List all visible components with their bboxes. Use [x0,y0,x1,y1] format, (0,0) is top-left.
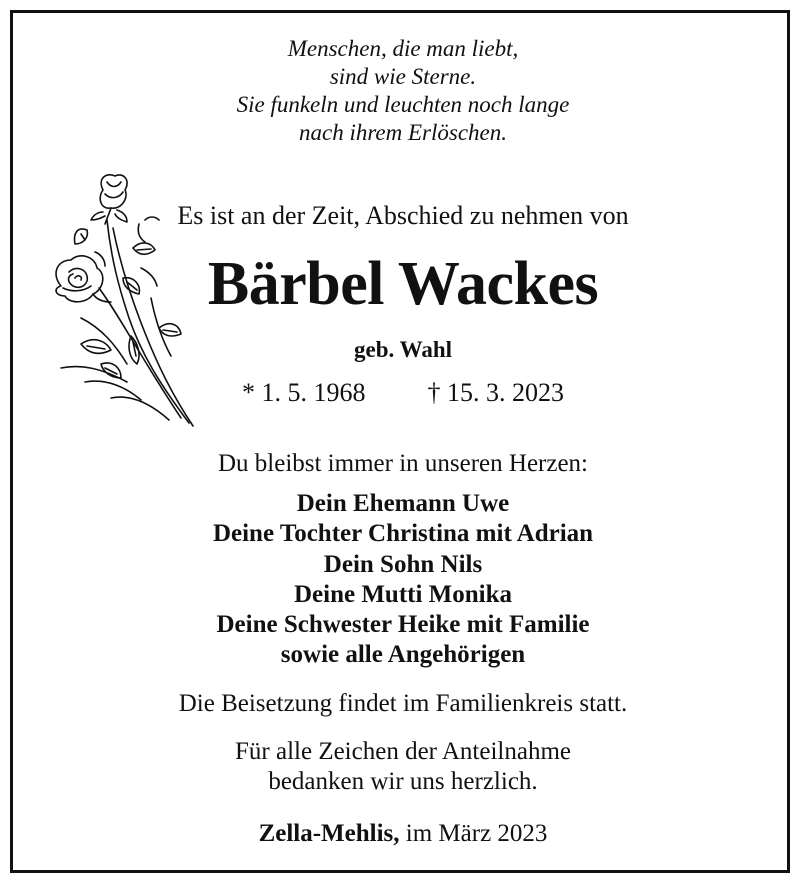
funeral-note: Die Beisetzung findet im Familienkreis statt. [178,690,628,717]
mourner-line: sowie alle Angehörigen [280,641,526,669]
mourners-list [13,489,793,671]
thanks-text [13,737,793,797]
thanks-line: Für alle Zeichen der Anteilnahme [235,738,571,765]
mourner-line: Dein Sohn Nils [323,550,483,578]
birth-date: * 1. 5. 1968 [242,378,366,407]
mourner-line: Deine Tochter Christina mit Adrian [212,520,594,548]
mourner-line: Dein Ehemann Uwe [296,490,510,517]
poem-line: sind wie Sterne. [329,64,477,89]
life-dates [13,377,793,409]
obituary-frame [10,10,790,873]
thanks-line: bedanken wir uns herzlich. [268,768,538,795]
mourner-line: Deine Mutti Monika [293,580,513,608]
closing-place: Zella-Mehlis, [258,820,400,847]
poem-line: Menschen, die man liebt, [287,36,519,61]
intro-text: Es ist an der Zeit, Abschied zu nehmen von [177,201,629,230]
maiden-name: geb. Wahl [354,337,452,362]
closing-date: im März 2023 [405,820,548,847]
poem-line: Sie funkeln und leuchten noch lange [236,92,570,117]
closing-line [13,819,793,849]
deceased-name: Bärbel Wackes [207,250,599,318]
mourner-line: Deine Schwester Heike mit Familie [216,611,590,639]
poem [13,35,793,147]
death-date: † 15. 3. 2023 [427,378,564,407]
poem-line: nach ihrem Erlöschen. [298,120,508,145]
remembrance-text: Du bleibst immer in unseren Herzen: [217,450,589,477]
